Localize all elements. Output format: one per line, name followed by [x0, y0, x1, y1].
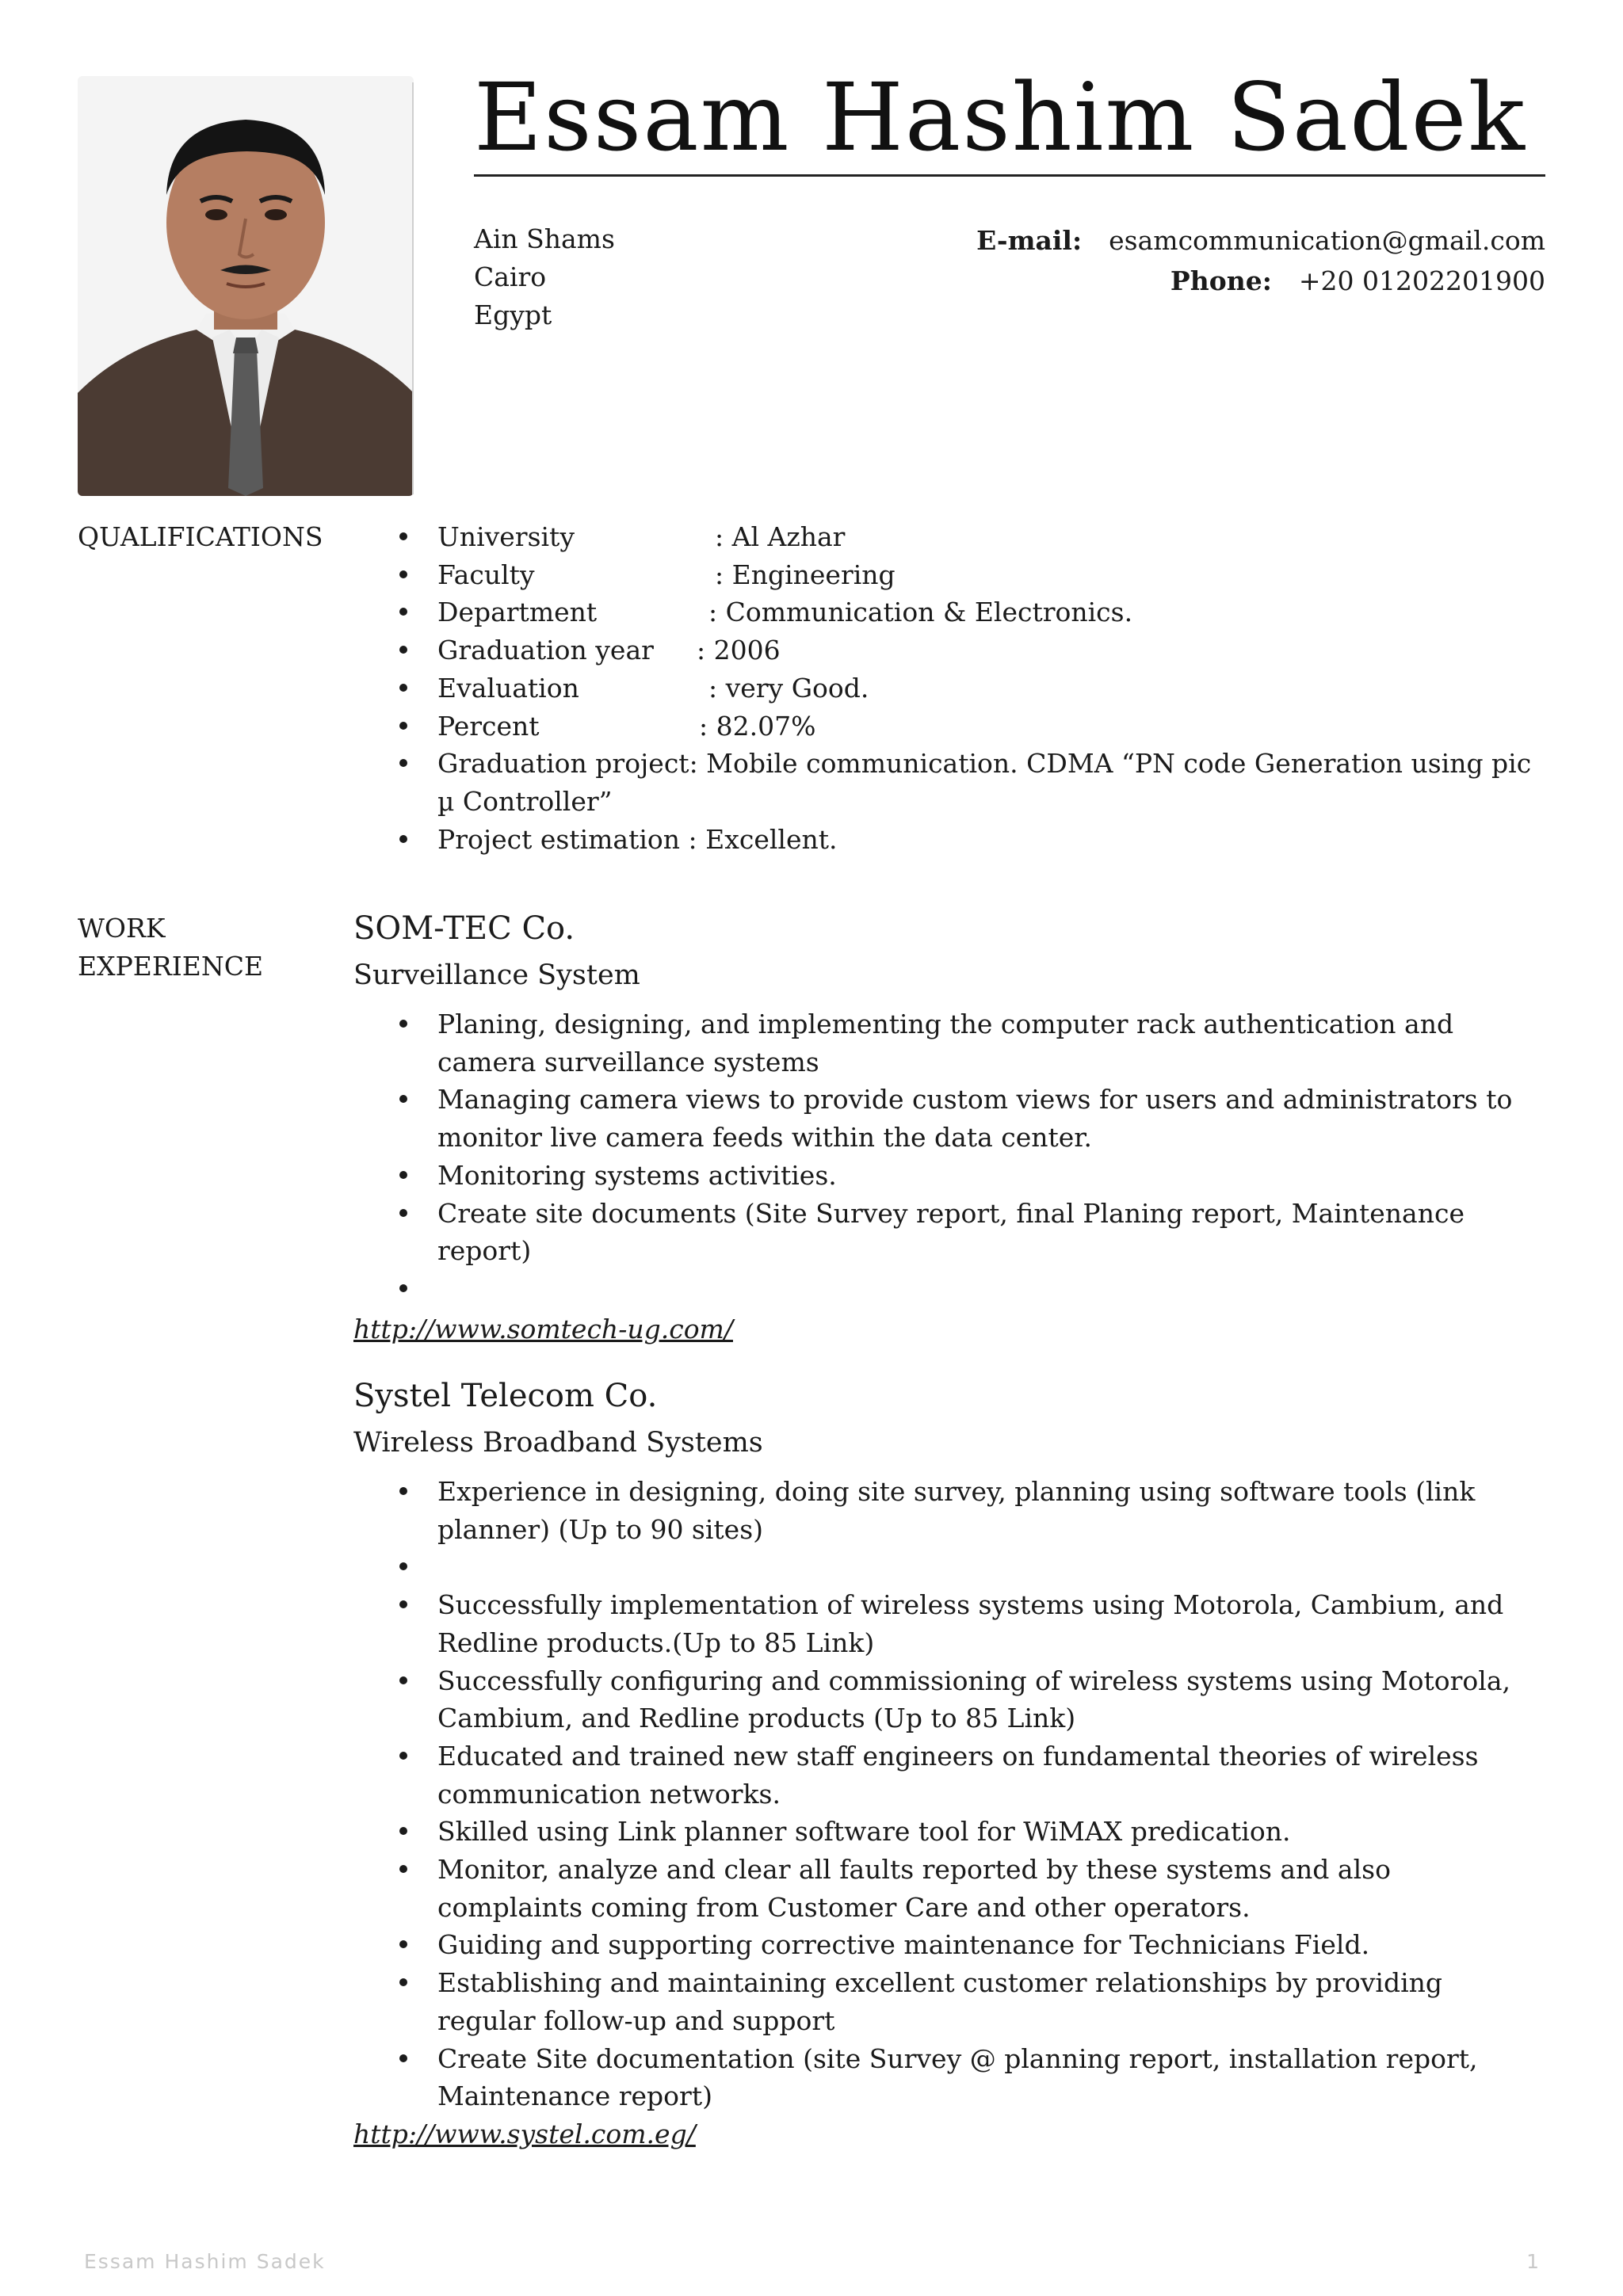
job-bullet — [399, 2040, 1525, 2115]
qualification-value: Mobile communication. CDMA “PN code Generation using pic — [706, 748, 1532, 780]
job-bullet-empty — [399, 1548, 1525, 1586]
portrait-image — [78, 76, 414, 496]
bullet-text: Skilled using Link planner software tool for WiMAX predication. — [437, 1816, 1291, 1848]
job-bullet — [399, 1964, 1525, 2039]
company-name: SOM-TEC Co. — [353, 910, 575, 947]
qualification-value: Engineering — [731, 559, 896, 590]
qualification-item — [399, 669, 1525, 707]
email-label: E-mail: — [976, 225, 1083, 256]
qualifications-list — [399, 518, 1532, 858]
phone-row — [976, 261, 1545, 301]
qualification-sep: : — [715, 559, 732, 590]
work-label-line: EXPERIENCE — [78, 951, 264, 982]
bullet-text: Create site documents (Site Survey report, final Planing report, Maintenance — [437, 1197, 1465, 1229]
address-line: Cairo — [474, 261, 547, 292]
bullet-text: Planing, designing, and implementing the computer rack authentication and — [437, 1009, 1454, 1039]
address-line: Egypt — [474, 299, 552, 330]
qualification-key: Percent — [437, 710, 540, 742]
email-row — [976, 220, 1545, 261]
bullet-text: Create Site documentation (site Survey @ planning report, installation report, — [437, 2042, 1478, 2074]
qualification-item — [399, 707, 1525, 746]
email-value: esamcommunication@gmail.com — [1109, 225, 1545, 256]
footer-name: Essam Hashim Sadek — [84, 2250, 326, 2273]
job-bullet — [399, 1081, 1525, 1156]
job-bullet-empty — [399, 1270, 1525, 1308]
address-line: Ain Shams — [474, 223, 615, 254]
qualification-value: very Good. — [725, 672, 869, 704]
job-role: Wireless Broadband Systems — [353, 1427, 763, 1459]
qualifications-label: QUALIFICATIONS — [78, 521, 323, 552]
job-bullet — [399, 1662, 1525, 1737]
bullet-text: Experience in designing, doing site survey, planning using software tools (link — [437, 1476, 1476, 1507]
job-role: Surveillance System — [353, 959, 640, 991]
bullet-text: camera surveillance systems — [437, 1046, 819, 1077]
company-name: Systel Telecom Co. — [353, 1378, 658, 1414]
qualification-item — [399, 556, 1525, 594]
page-number: 1 — [1526, 2250, 1539, 2273]
qualification-key: Department — [437, 597, 598, 628]
qualification-sep: : — [708, 672, 726, 704]
qualification-item — [399, 518, 1525, 556]
bullet-text: report) — [437, 1235, 532, 1267]
bullet-text: Cambium, and Redline products (Up to 85 Link) — [437, 1703, 1076, 1734]
qualification-sep: : — [715, 521, 732, 552]
bullet-text: Maintenance report) — [437, 2081, 712, 2112]
bullet-text: Successfully implementation of wireless systems using Motorola, Cambium, and — [437, 1589, 1504, 1621]
bullet-text: monitor live camera feeds within the data center. — [437, 1122, 1092, 1154]
qualification-value: Communication & Electronics. — [725, 597, 1133, 628]
qualification-key: Project estimation — [437, 823, 681, 855]
qualification-key: Graduation project — [437, 748, 689, 780]
qualification-key: University — [437, 521, 575, 552]
bullet-text: Monitor, analyze and clear all faults reported by these systems and also — [437, 1854, 1391, 1886]
qualification-key: Graduation year — [437, 635, 654, 666]
qualification-key: Evaluation — [437, 672, 579, 704]
work-label-line: WORK — [78, 913, 166, 944]
job-bullet — [399, 1005, 1525, 1081]
candidate-name: Essam Hashim Sadek — [474, 63, 1527, 172]
profile-photo — [78, 76, 414, 496]
qualification-sep: : — [680, 823, 706, 855]
job-bullet — [399, 1157, 1525, 1195]
contact-block — [976, 220, 1545, 301]
qualification-item — [399, 593, 1525, 631]
phone-label: Phone: — [1170, 265, 1272, 296]
qualification-key: Faculty — [437, 559, 535, 590]
bullet-text: Guiding and supporting corrective maintenance for Technicians Field. — [437, 1929, 1370, 1961]
bullet-text: Successfully configuring and commissioning of wireless systems using Motorola, — [437, 1665, 1511, 1696]
qualification-sep: : — [689, 748, 707, 780]
bullet-text: Redline products.(Up to 85 Link) — [437, 1627, 875, 1658]
bullet-text: communication networks. — [437, 1778, 781, 1810]
qualification-value: 2006 — [713, 635, 781, 666]
qualification-value: Al Azhar — [731, 521, 846, 552]
qualification-sep: : — [699, 710, 716, 742]
qualification-item — [399, 745, 1532, 820]
name-underline — [474, 174, 1545, 177]
bullet-text: complaints coming from Customer Care and other operators. — [437, 1891, 1251, 1923]
qualification-item — [399, 821, 1525, 859]
bullet-text: regular follow-up and support — [437, 2004, 835, 2036]
address-block — [474, 220, 615, 334]
bullet-text: planner) (Up to 90 sites) — [437, 1513, 764, 1545]
job-bullets — [399, 1473, 1525, 2115]
qualification-item — [399, 631, 1525, 669]
work-experience-label — [78, 910, 263, 986]
bullet-text: Managing camera views to provide custom views for users and administrators to — [437, 1084, 1513, 1116]
job-bullet — [399, 1473, 1525, 1548]
phone-value: +20 01202201900 — [1298, 265, 1545, 296]
qualification-value-cont: µ Controller” — [437, 785, 613, 817]
job-bullet — [399, 1737, 1525, 1813]
qualification-sep: : — [697, 635, 714, 666]
company-website-link[interactable]: http://www.systel.com.eg/ — [353, 2119, 696, 2149]
job-bullet — [399, 1813, 1525, 1851]
bullet-text: Educated and trained new staff engineers on fundamental theories of wireless — [437, 1740, 1479, 1772]
job-bullets — [399, 1005, 1525, 1308]
job-bullet — [399, 1195, 1525, 1270]
qualification-value: Excellent. — [705, 823, 838, 855]
bullet-text: Establishing and maintaining excellent customer relationships by providing — [437, 1967, 1443, 1999]
job-bullet — [399, 1926, 1525, 1964]
job-bullet — [399, 1851, 1525, 1926]
qualification-sep: : — [708, 597, 726, 628]
qualification-value: 82.07% — [716, 710, 816, 742]
job-bullet — [399, 1586, 1525, 1661]
bullet-text: Monitoring systems activities. — [437, 1159, 837, 1191]
company-website-link[interactable]: http://www.somtech-ug.com/ — [353, 1314, 733, 1344]
photo-divider — [412, 82, 414, 494]
